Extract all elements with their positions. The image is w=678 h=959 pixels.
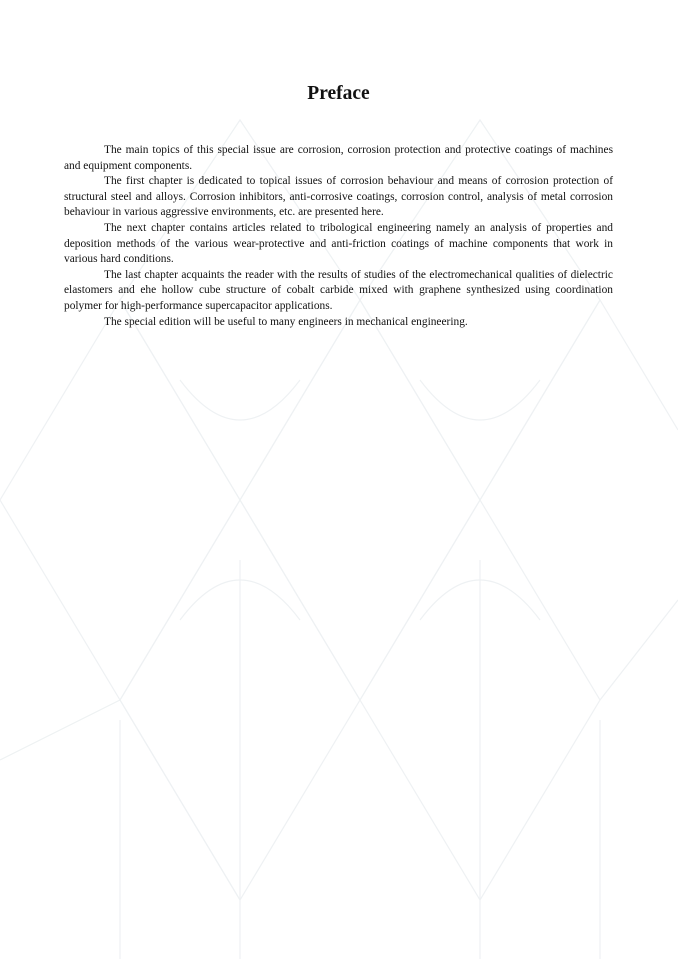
paragraph-first-chapter: The first chapter is dedicated to topical issues of corrosion behaviour and means of corrosion protection of structural steel and alloys. Corrosion inhibitors, anti-corrosive coatings, corrosion control, analysis of metal corrosion behaviour in various aggressive environments, etc. are presented here. (64, 175, 613, 219)
paragraph-special-edition: The special edition will be useful to many engineers in mechanical engineering. (104, 315, 468, 328)
preface-body (64, 143, 613, 330)
page-title: Preface (307, 83, 370, 104)
paragraph-last-chapter: The last chapter acquaints the reader with the results of studies of the electromechanical qualities of dielectric elastomers and ehe hollow cube structure of cobalt carbide mixed with graphene synthesized using coordination polymer for high-performance supercapacitor applications. (64, 268, 613, 312)
paragraph-main-topics: The main topics of this special issue are corrosion, corrosion protection and protective coatings of machines and equipment components. (64, 144, 613, 172)
paragraph-next-chapter: The next chapter contains articles related to tribological engineering namely an analysis of properties and deposition methods of the various wear-protective and anti-friction coatings of machine components that work in various hard conditions. (64, 221, 613, 266)
